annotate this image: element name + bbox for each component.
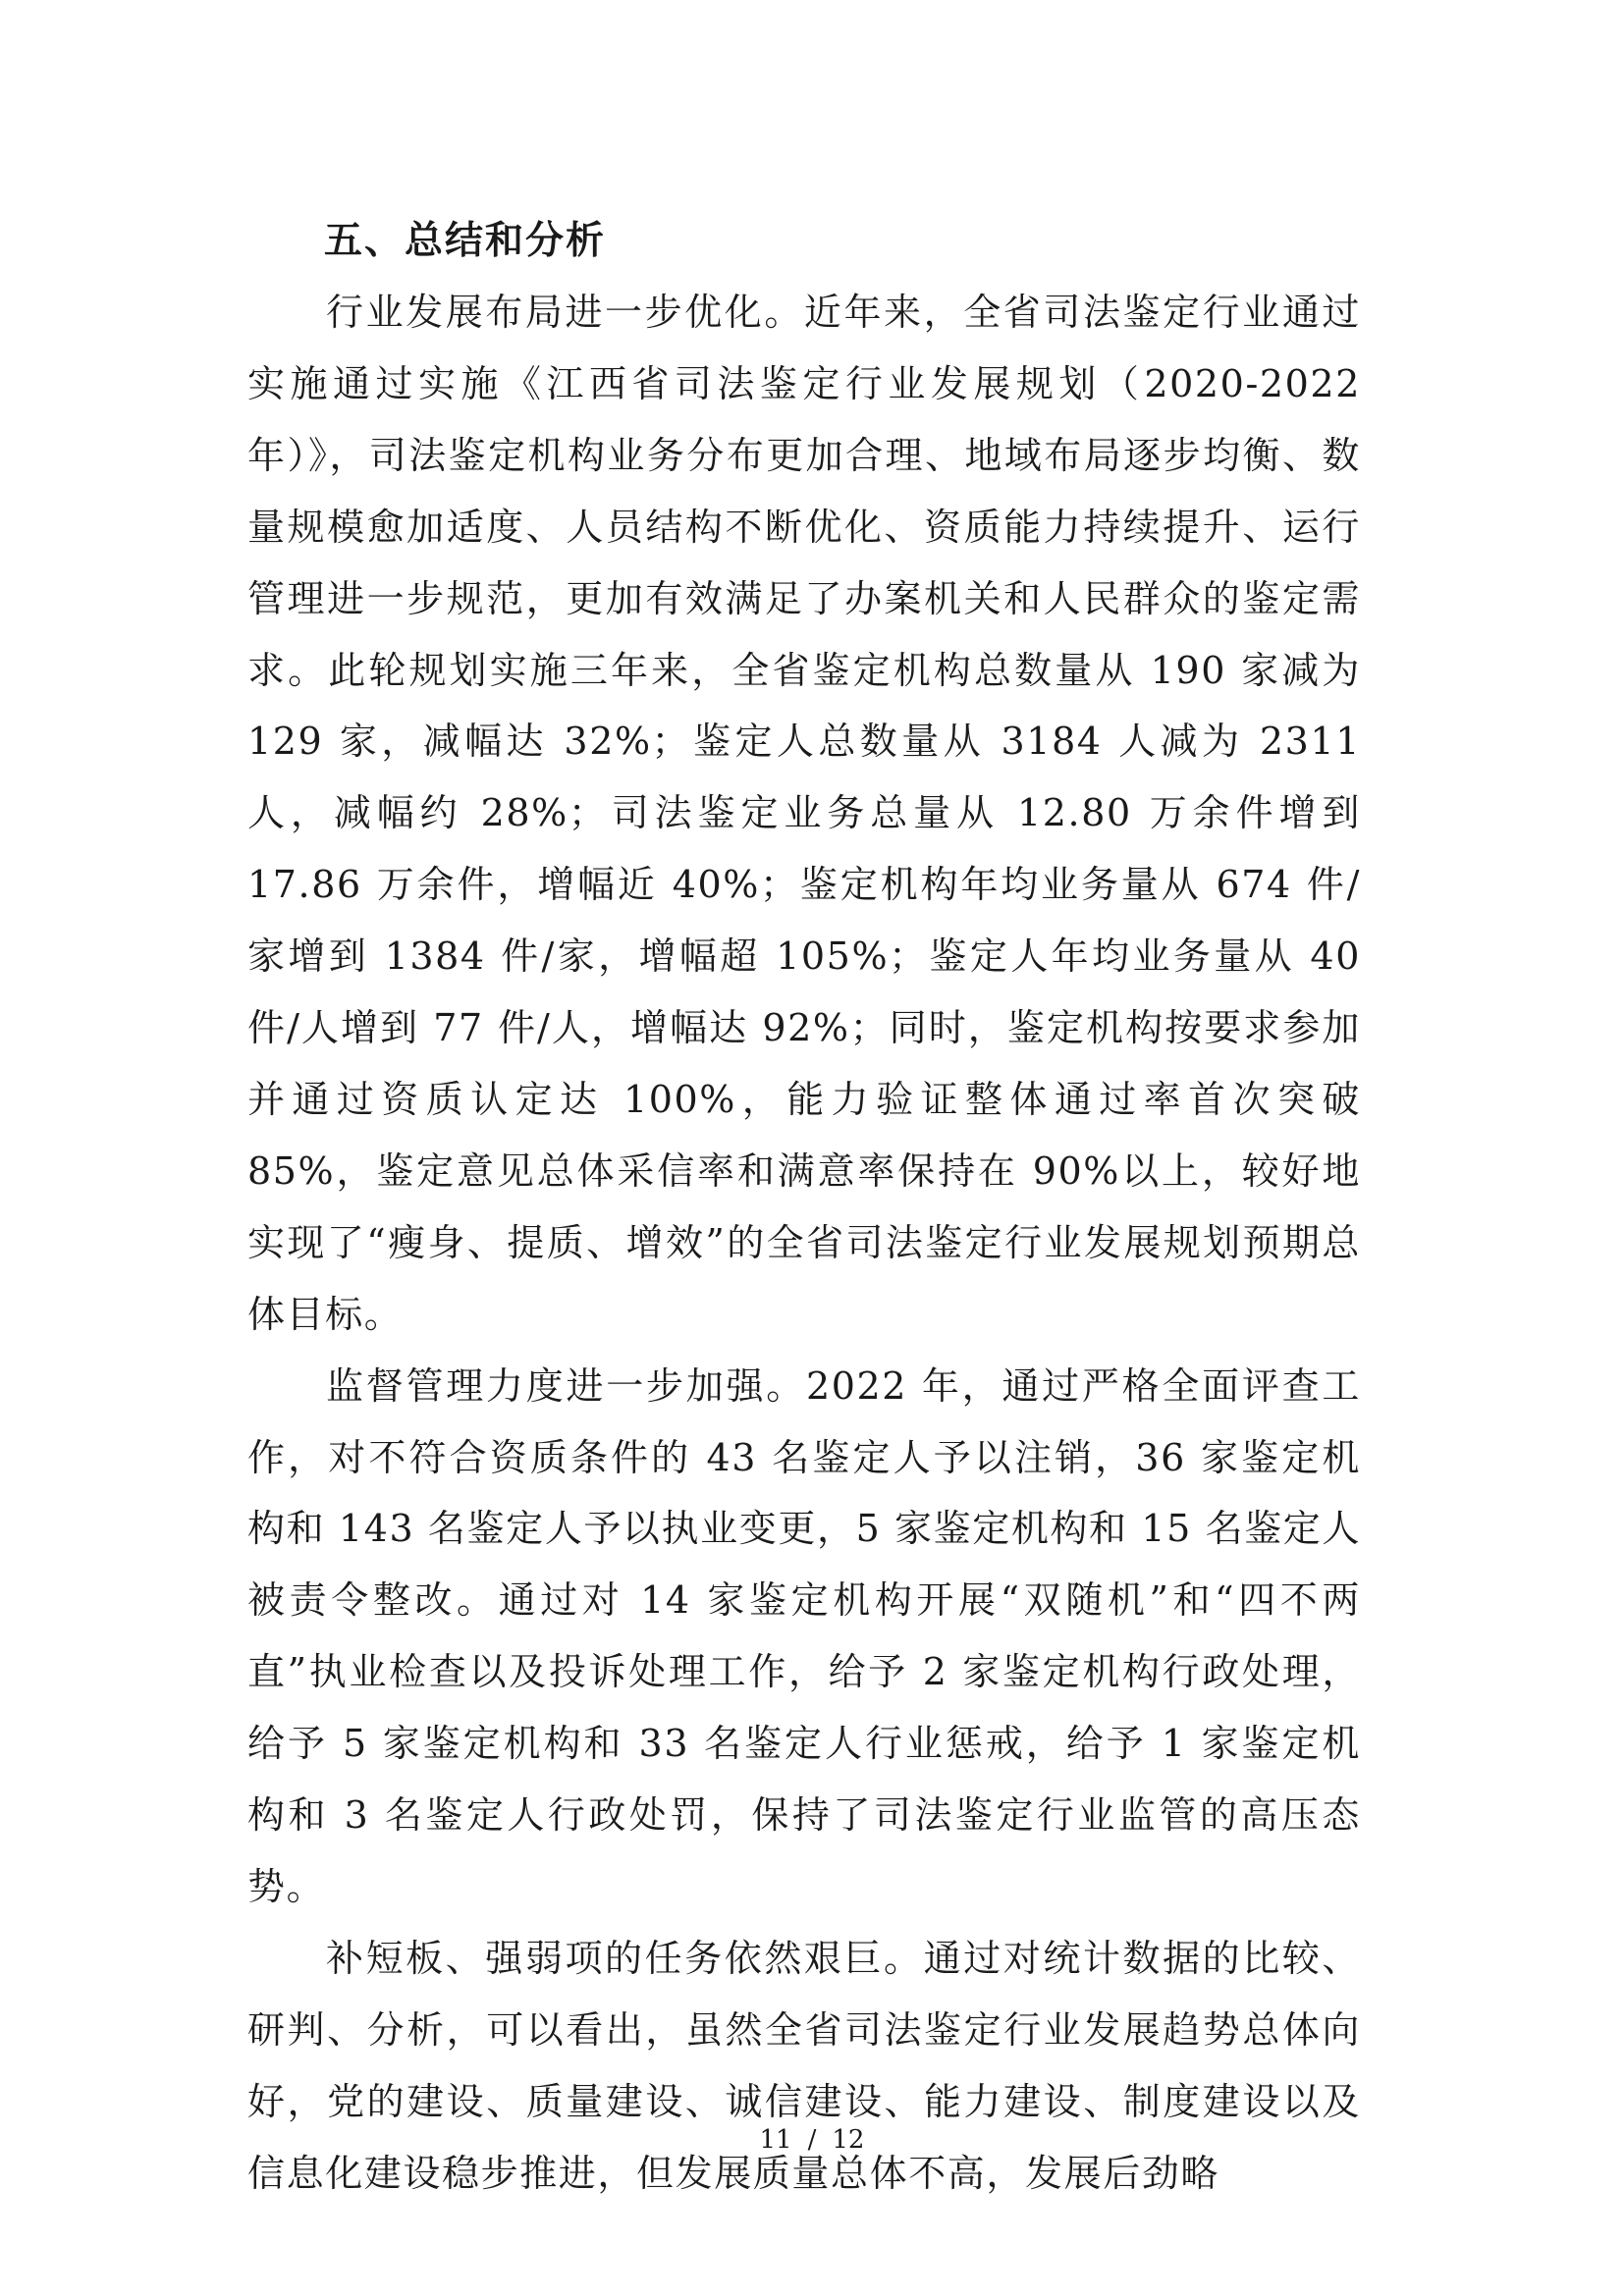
paragraph-layout-optimization: 行业发展布局进一步优化。近年来，全省司法鉴定行业通过实施通过实施《江西省司法鉴定行业发展规划（2020-2022年）》，司法鉴定机构业务分布更加合理、地域布局逐步均衡、数量规模愈加适度、人员结构不断优化、资质能力持续提升、运行管理进一步规范，更加有效满足了办案机关和人民群众的鉴定需求。此轮规划实施三年来，全省鉴定机构总数量从 190 家减为 129 家，减幅达 32%；鉴定人总数量从 3184 人减为 2311 人，减幅约 28%；司法鉴定业务总量从 12.80 万余件增到 17.86 万余件，增幅近 40%；鉴定机构年均业务量从 674 件/家增到 1384 件/家，增幅超 105%；鉴定人年均业务量从 40 件/人增到 77 件/人，增幅达 92%；同时，鉴定机构按要求参加并通过资质认定达 100%，能力验证整体通过率首次突破 85%，鉴定意见总体采信率和满意率保持在 90%以上，较好地实现了“瘦身、提质、增效”的全省司法鉴定行业发展规划预期总体目标。 [247, 291, 1361, 1336]
paragraph-shortcomings: 补短板、强弱项的任务依然艰巨。通过对统计数据的比较、研判、分析，可以看出，虽然全省司法鉴定行业发展趋势总体向好，党的建设、质量建设、诚信建设、能力建设、制度建设以及信息化建设稳步推进，但发展质量总体不高，发展后劲略 [247, 1936, 1361, 2195]
section-heading: 五、总结和分析 [324, 219, 607, 263]
paragraph-supervision: 监督管理力度进一步加强。2022 年，通过严格全面评查工作，对不符合资质条件的 43 名鉴定人予以注销，36 家鉴定机构和 143 名鉴定人予以执业变更，5 家鉴定机构和 15 名鉴定人被责令整改。通过对 14 家鉴定机构开展“双随机”和“四不两直”执业检查以及投诉处理工作，给予 2 家鉴定机构行政处理，给予 5 家鉴定机构和 33 名鉴定人行业惩戒，给予 1 家鉴定机构和 3 名鉴定人行政处罚，保持了司法鉴定行业监管的高压态势。 [247, 1363, 1361, 1908]
total-page-count: 12 [832, 2125, 865, 2155]
page-number [0, 2120, 1624, 2160]
current-page-number: 11 [759, 2125, 792, 2155]
page-number-separator: / [807, 2125, 817, 2155]
document-body [247, 206, 1361, 2209]
